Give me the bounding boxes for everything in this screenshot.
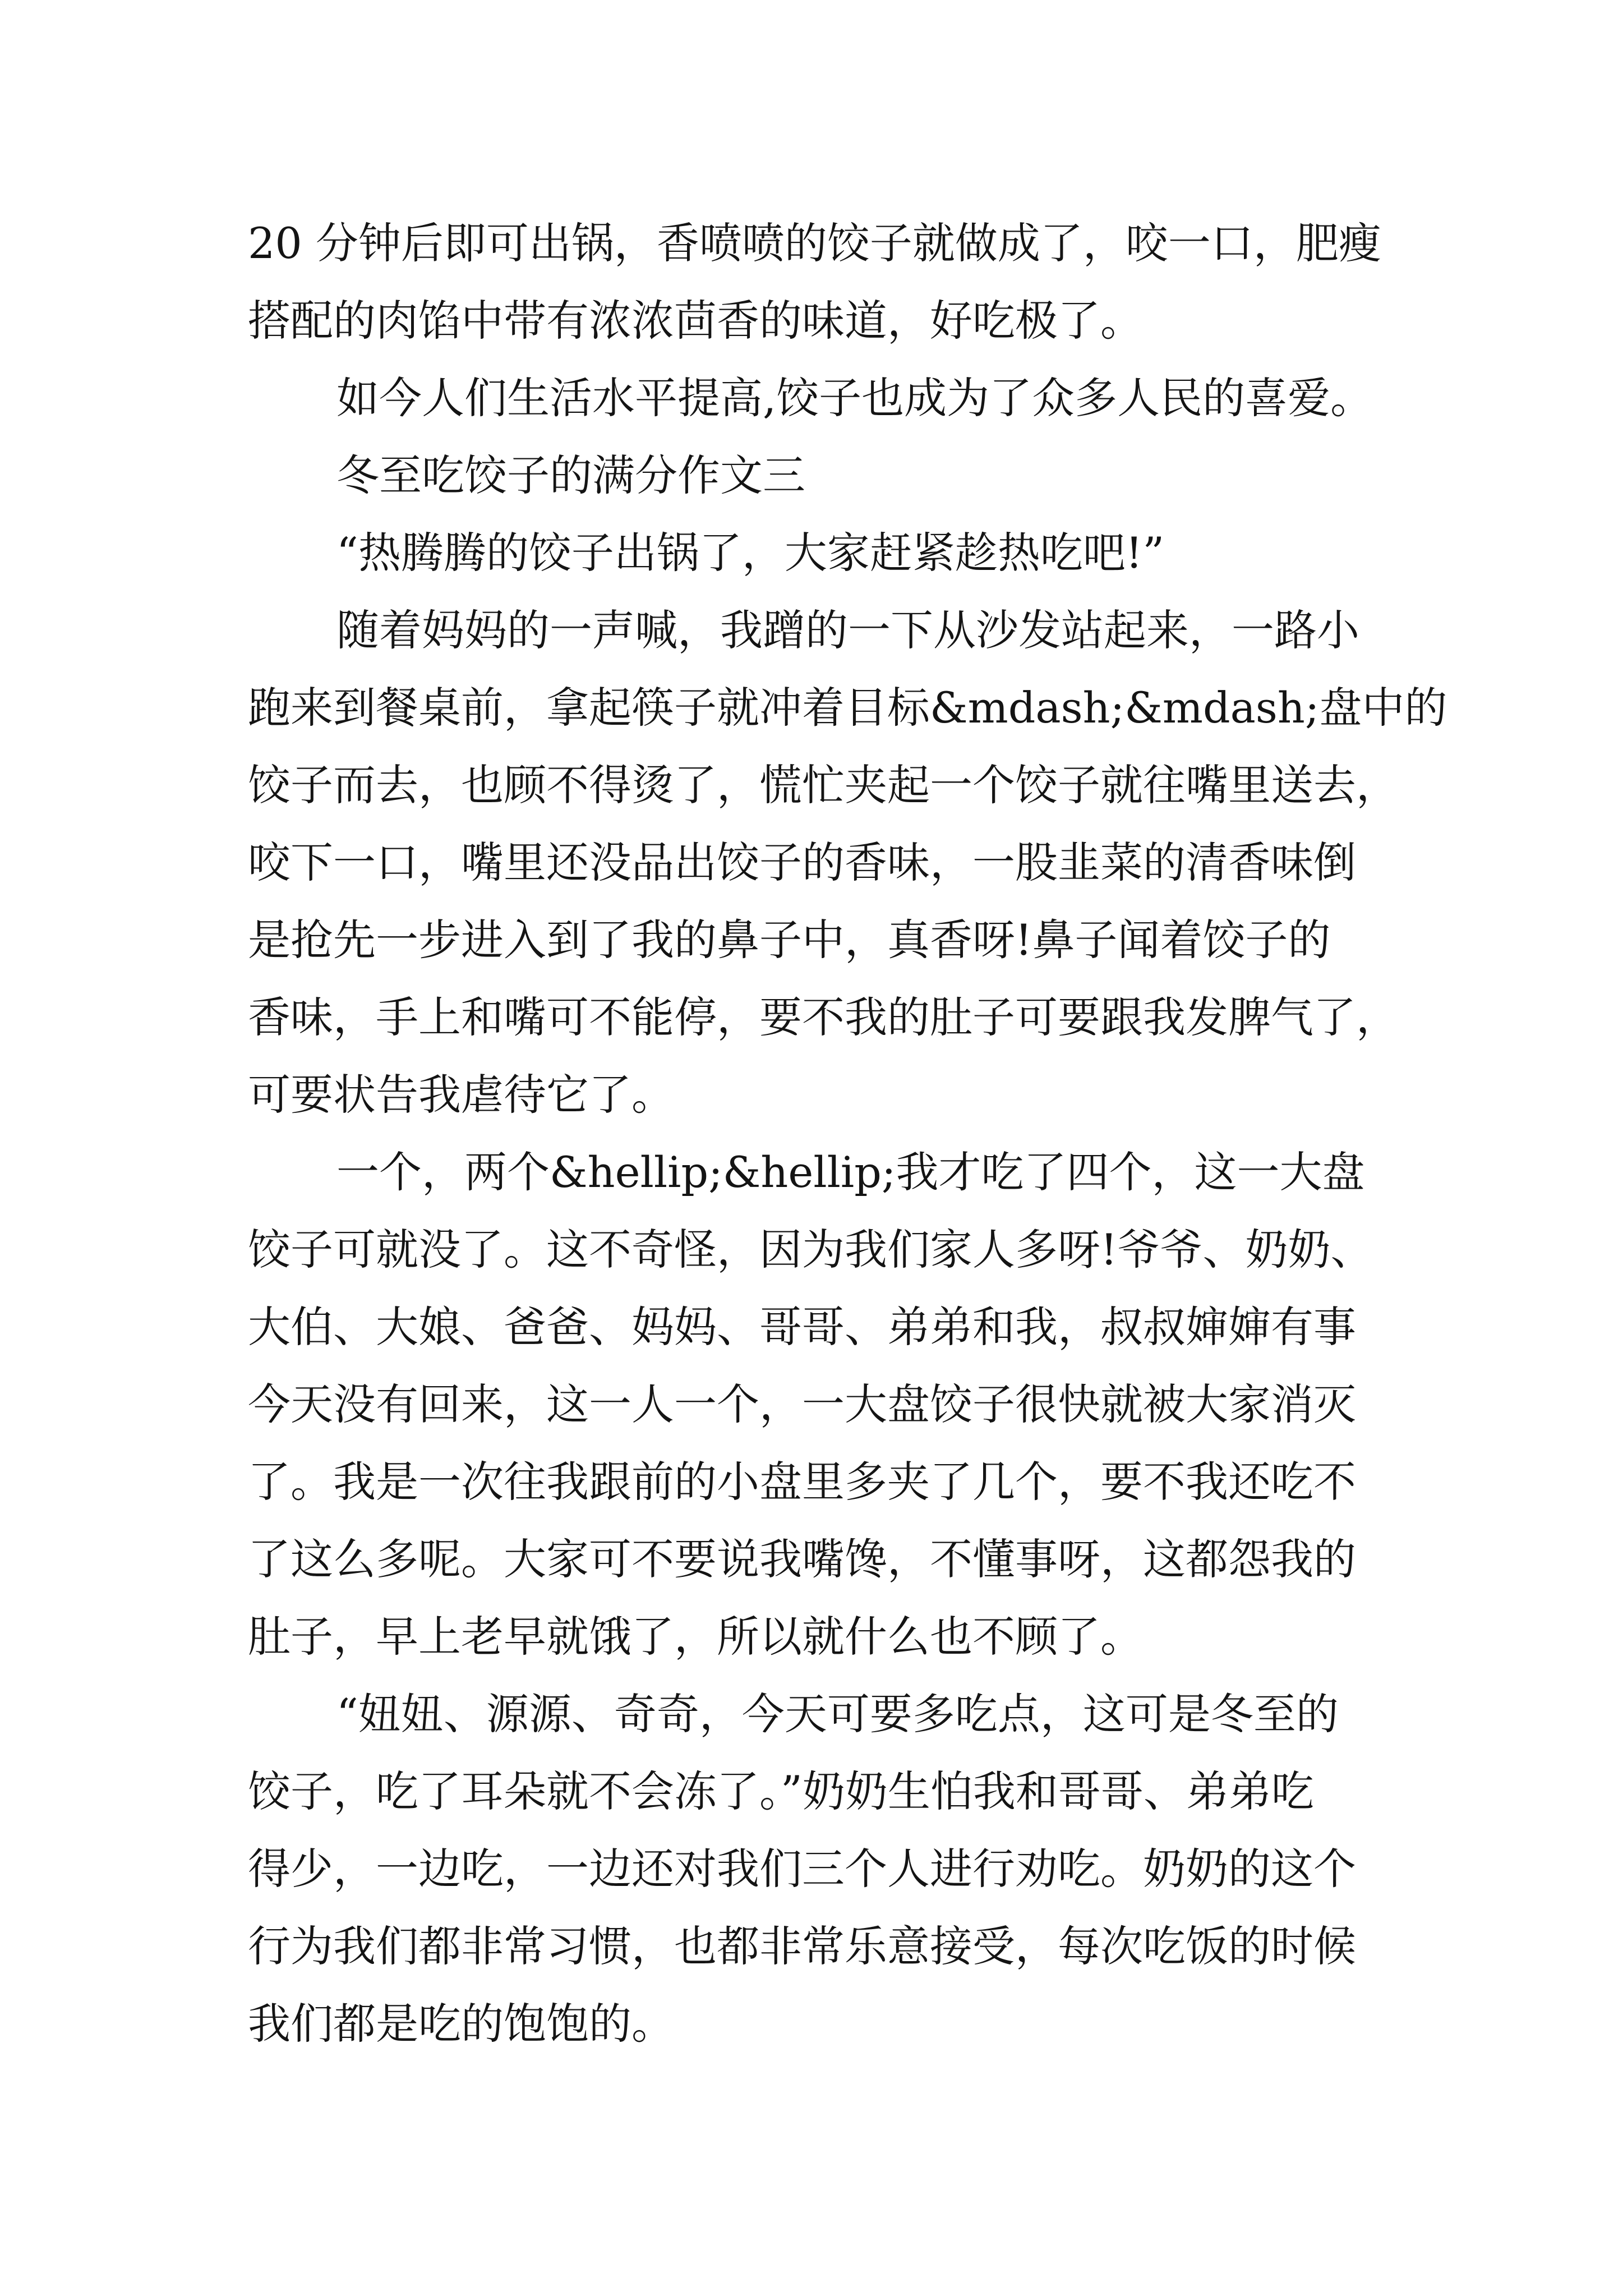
paragraph-line: 随着妈妈的一声喊，我蹭的一下从沙发站起来，一路小 xyxy=(336,605,1359,655)
paragraph-line: 一个，两个&hellip;&hellip;我才吃了四个，这一大盘 xyxy=(336,1147,1365,1197)
paragraph-line: 可要状告我虐待它了。 xyxy=(248,1070,674,1120)
paragraph-line: 搭配的肉馅中带有浓浓茴香的味道，好吃极了。 xyxy=(248,296,1143,346)
paragraph-line: 咬下一口，嘴里还没品出饺子的香味，一股韭菜的清香味倒 xyxy=(248,838,1356,887)
paragraph-line: 大伯、大娘、爸爸、妈妈、哥哥、弟弟和我，叔叔婶婶有事 xyxy=(248,1302,1356,1352)
paragraph-line: “热腾腾的饺子出锅了，大家赶紧趁热吃吧!” xyxy=(336,528,1165,578)
paragraph-line: 肚子，早上老早就饿了，所以就什么也不顾了。 xyxy=(248,1612,1143,1662)
paragraph-line: 饺子而去，也顾不得烫了，慌忙夹起一个饺子就往嘴里送去， xyxy=(248,760,1399,810)
paragraph-line: 我们都是吃的饱饱的。 xyxy=(248,1999,674,2049)
paragraph-line: 饺子可就没了。这不奇怪，因为我们家人多呀!爷爷、奶奶、 xyxy=(248,1225,1373,1274)
paragraph-line: 饺子，吃了耳朵就不会冻了。”奶奶生怕我和哥哥、弟弟吃 xyxy=(248,1766,1314,1816)
paragraph-line: 是抢先一步进入到了我的鼻子中，真香呀!鼻子闻着饺子的 xyxy=(248,915,1331,965)
paragraph-line: 跑来到餐桌前，拿起筷子就冲着目标&mdash;&mdash;盘中的 xyxy=(248,683,1447,733)
paragraph-line: 了这么多呢。大家可不要说我嘴馋，不懂事呀，这都怨我的 xyxy=(248,1534,1356,1584)
paragraph-line: “妞妞、源源、奇奇，今天可要多吃点，这可是冬至的 xyxy=(336,1689,1339,1739)
section-heading: 冬至吃饺子的满分作文三 xyxy=(336,450,805,500)
paragraph-line: 20 分钟后即可出锅，香喷喷的饺子就做成了，咬一口，肥瘦 xyxy=(248,218,1381,268)
paragraph-line: 今天没有回来，这一人一个，一大盘饺子很快就被大家消灭 xyxy=(248,1379,1356,1429)
paragraph-line: 如今人们生活水平提高,饺子也成为了众多人民的喜爱。 xyxy=(336,373,1373,423)
paragraph-line: 香味，手上和嘴可不能停，要不我的肚子可要跟我发脾气了， xyxy=(248,992,1399,1042)
paragraph-line: 了。我是一次往我跟前的小盘里多夹了几个，要不我还吃不 xyxy=(248,1457,1356,1507)
paragraph-line: 行为我们都非常习惯，也都非常乐意接受，每次吃饭的时候 xyxy=(248,1921,1356,1971)
essay-body xyxy=(248,205,1482,2063)
paragraph-line: 得少，一边吃，一边还对我们三个人进行劝吃。奶奶的这个 xyxy=(248,1844,1356,1894)
